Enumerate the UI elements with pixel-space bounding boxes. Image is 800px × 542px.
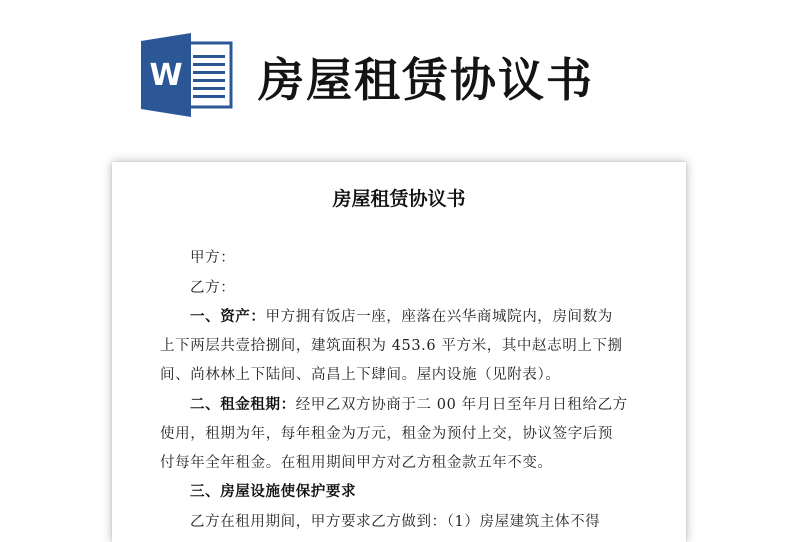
word-document-icon <box>141 33 233 117</box>
section-2-line-2: 使用，租期为年，每年租金为万元，租金为预付上交，协议签字后预 <box>160 426 613 442</box>
section-2-line-3: 付每年全年租金。在租用期间甲方对乙方租金款五年不变。 <box>160 455 553 471</box>
section-2-heading: 二、租金租期： <box>190 396 296 413</box>
party-b-line: 乙方： <box>190 280 236 296</box>
document-page <box>112 162 686 542</box>
document-title: 房屋租赁协议书 <box>332 188 466 210</box>
section-3-line-1: 乙方在租用期间，甲方要求乙方做到：（1）房屋建筑主体不得 <box>190 514 601 530</box>
section-2-text: 经甲乙双方协商于二 00 年月日至年月日租给乙方 <box>295 397 628 413</box>
party-a-line: 甲方： <box>190 250 236 266</box>
section-1-text: 甲方拥有饭店一座，座落在兴华商城院内，房间数为 <box>265 309 613 325</box>
section-1-first-line <box>190 307 613 327</box>
section-1-heading: 一、资产： <box>190 308 266 325</box>
section-3-heading: 三、房屋设施使保护要求 <box>190 483 357 500</box>
section-1-line-2: 上下两层共壹拾捌间，建筑面积为 453.6 平方米，其中赵志明上下捌 <box>160 338 623 354</box>
section-1-line-3: 间、尚林林上下陆间、高昌上下肆间。屋内设施（见附表）。 <box>160 367 561 383</box>
banner-title: 房屋租赁协议书 <box>258 53 594 107</box>
section-2-first-line <box>190 395 628 415</box>
word-icon-letter: W <box>149 58 183 93</box>
banner-header <box>0 0 800 150</box>
